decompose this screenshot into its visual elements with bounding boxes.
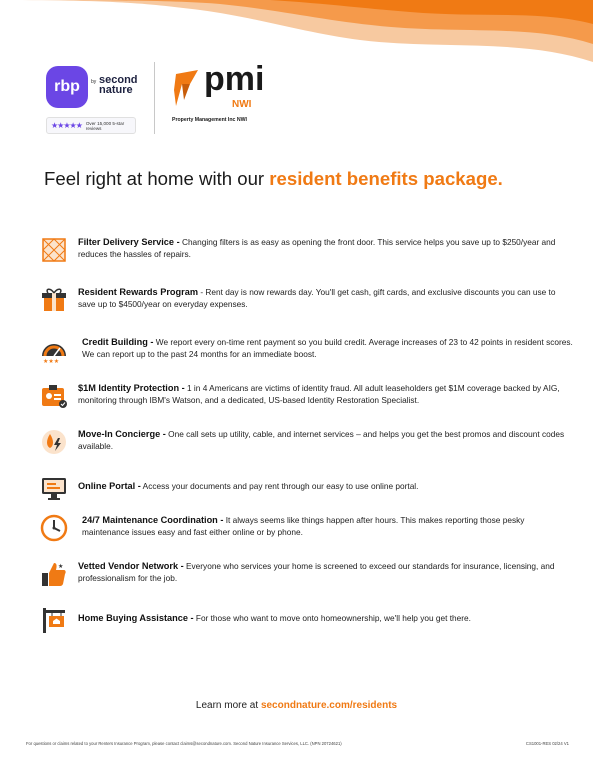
pmi-wordmark: pmi xyxy=(204,60,265,98)
rbp-logo: rbp xyxy=(46,66,88,108)
benefit-body: - Rent day is now rewards day. You'll get cash, gift cards, and exclusive discounts you can use to save up to $4500/year on everyday expenses. xyxy=(78,287,556,309)
identity-card-icon xyxy=(40,382,68,410)
headline-highlight: resident benefits package. xyxy=(269,168,503,189)
gauge-icon xyxy=(40,336,68,364)
benefit-title: Filter Delivery Service - xyxy=(78,237,180,247)
learn-more-line xyxy=(0,700,593,711)
pmi-region: NWI xyxy=(232,99,252,110)
benefit-title: Resident Rewards Program xyxy=(78,287,198,297)
filter-icon xyxy=(40,236,68,264)
footer-code: CS1001-RES 02/24 V1 xyxy=(525,741,569,746)
learn-more-link[interactable]: secondnature.com/residents xyxy=(260,700,398,711)
benefit-body: Access your documents and pay rent through our easy to use online portal. xyxy=(142,481,419,491)
benefit-body: We report every on-time rent payment so you build credit. Average increases of 23 to 42 points in resident scores. We can report up to the past 24 months for an immediate boost. xyxy=(82,337,573,359)
page-title xyxy=(44,168,503,190)
gift-icon xyxy=(40,286,68,314)
headline-prefix: Feel right at home with our xyxy=(44,168,270,189)
utilities-icon xyxy=(40,428,68,456)
second-nature-wordmark: second nature xyxy=(99,74,138,96)
learn-more-prefix: Learn more at xyxy=(195,700,261,711)
benefit-body: Changing filters is as easy as opening the front door. This service helps you save up to $250/year and reduces the hassles of repairs. xyxy=(78,237,556,259)
svg-text:★: ★ xyxy=(58,563,64,570)
header-wave xyxy=(0,0,593,90)
benefit-body: 1 in 4 Americans are victims of identity fraud. All adult leaseholders get $1M coverage backed by AIG, monitoring through IBM's Watson, and a dedicated, US-based Identity Restoration Specialist. xyxy=(78,383,560,405)
benefit-title: $1M Identity Protection - xyxy=(78,383,185,393)
benefit-title: Move-In Concierge - xyxy=(78,429,166,439)
benefit-body: Everyone who services your home is screened to exceed our standards for insurance, licensing, and professionalism for the job. xyxy=(78,561,555,583)
rating-badge xyxy=(46,117,136,134)
benefit-title: Home Buying Assistance - xyxy=(78,613,194,623)
benefit-title: Credit Building - xyxy=(82,337,154,347)
pmi-logo-mark-icon xyxy=(172,70,200,106)
rating-text: Over 15,000 5-star reviews xyxy=(85,120,125,131)
clock-icon xyxy=(40,514,68,542)
footer-disclaimer: For questions or claims related to your Renters Insurance Program, please contact claims@secondnature.com. Second Nature Insurance Services, LLC. (NPN 20724621) xyxy=(26,741,342,746)
benefit-title: 24/7 Maintenance Coordination - xyxy=(82,515,224,525)
benefit-title: Online Portal - xyxy=(78,481,141,491)
svg-text:★★★: ★★★ xyxy=(43,358,60,364)
benefit-body: It always seems like things happen after hours. This makes reporting those pesky maintenance issues easy and fast either online or by phone. xyxy=(82,515,525,537)
benefit-body: For those who want to move onto homeownership, we'll help you get there. xyxy=(195,613,471,623)
benefit-body: One call sets up utility, cable, and internet services – and helps you get the best promos and discount codes available. xyxy=(78,429,565,451)
rbp-by-text: by xyxy=(91,79,97,85)
thumbs-up-icon xyxy=(40,560,68,588)
benefit-title: Vetted Vendor Network - xyxy=(78,561,184,571)
pmi-full-name: Property Management Inc NWI xyxy=(172,117,247,123)
house-sign-icon xyxy=(40,606,68,634)
computer-icon xyxy=(40,474,68,502)
five-star-icon: ★★★★★ xyxy=(51,121,82,130)
logo-divider xyxy=(154,62,155,134)
